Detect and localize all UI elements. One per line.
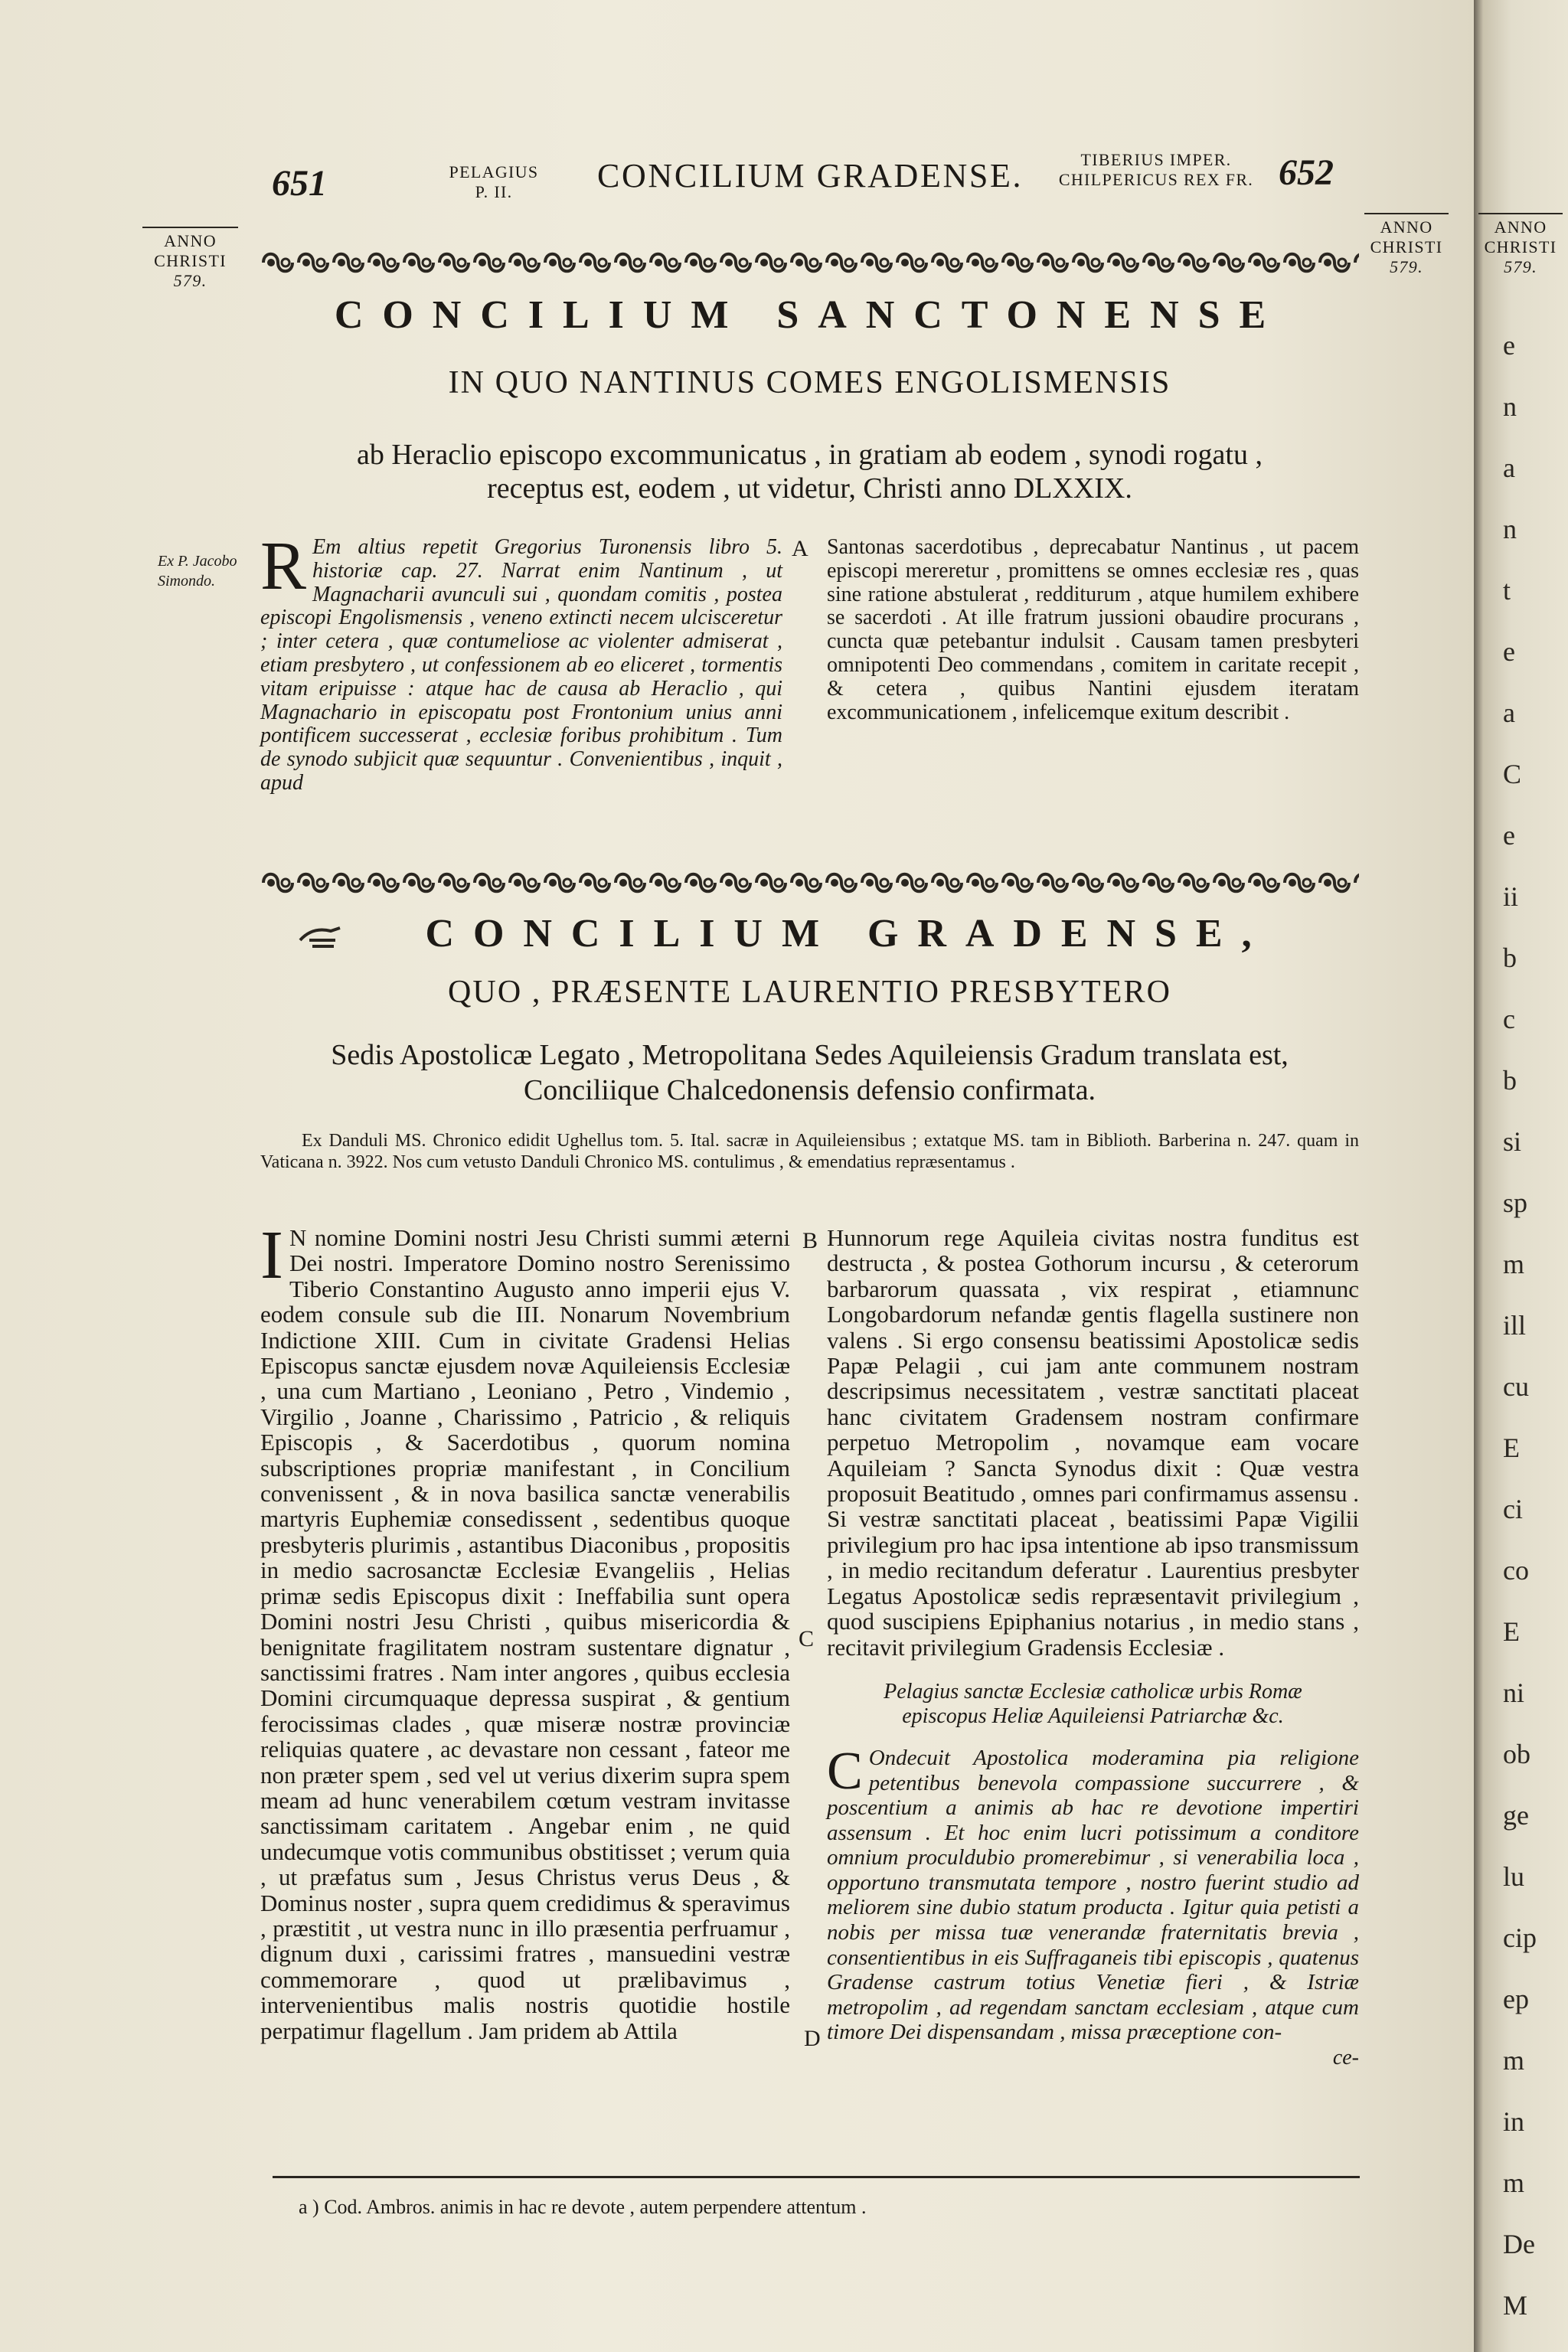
- facing-page-fragment: M: [1503, 2290, 1528, 2321]
- running-title: CONCILIUM GRADENSE.: [597, 157, 1024, 194]
- facing-page-fragment: ci: [1503, 1494, 1523, 1524]
- facing-page-fragment: b: [1503, 942, 1517, 973]
- letter-body: [827, 1741, 1359, 2045]
- facing-page-fragment: in: [1503, 2106, 1525, 2137]
- letter-heading: Pelagius sanctæ Ecclesiæ catholicæ urbis Romæ episcopus Heliæ Aquileiensi Patriarchæ &c.: [884, 1679, 1302, 1728]
- facing-page-fragment: ni: [1503, 1677, 1525, 1708]
- source-note: Ex P. Jacobo Simondo.: [158, 553, 237, 590]
- facing-page-fragment: c: [1503, 1004, 1515, 1034]
- council2-subtitle: QUO , PRÆSENTE LAURENTIO PRESBYTERO: [447, 975, 1172, 1010]
- facing-page-fragment: a: [1503, 452, 1515, 483]
- footnote: a ) Cod. Ambros. animis in hac re devote , autem perpendere attentum .: [299, 2196, 867, 2218]
- section-marker-a: A: [792, 536, 808, 561]
- section-marker-b: B: [802, 1228, 818, 1253]
- ruler-king: CHILPERICUS REX FR.: [1058, 170, 1254, 189]
- year-box-christi: CHRISTI: [154, 251, 227, 270]
- council2-column-right: [827, 1225, 1359, 2070]
- year-box-right-year: 579.: [1390, 257, 1423, 276]
- year-box-year: 579.: [173, 271, 207, 290]
- council1-right-text: Santonas sacerdotibus , deprecabatur Nantinus , ut pacem episcopi mereretur , promittens se omnes ecclesiæ res , quas sine ratione abstulerat , redditurum , atque humilem exhibere se sacerdoti . At ille fratrum jussioni obaudire procurans , cuncta quæ petebantur indulsit . Causam tamen presbyteri omnipotenti Deo commendans , comitem in caritate recepit , & cetera , quibus Nantini ejusdem iteratam excommunicationem , infelicemque exitum describit .: [827, 535, 1359, 724]
- footnote-rule: [273, 2176, 1360, 2178]
- facing-page-fragment: n: [1503, 391, 1517, 422]
- section-marker-d: D: [804, 2026, 821, 2051]
- facing-page-fragment: E: [1503, 1432, 1520, 1463]
- manicule-icon: [297, 917, 343, 954]
- facing-page-fragment: ge: [1503, 1800, 1529, 1831]
- dropcap-c: C: [827, 1741, 863, 1801]
- pontiff-name: PELAGIUS: [449, 162, 539, 181]
- facing-year-box-christi: CHRISTI: [1484, 237, 1557, 256]
- facing-page-fragment: lu: [1503, 1861, 1525, 1892]
- section-marker-c: C: [799, 1626, 815, 1651]
- facing-page-fragment: C: [1503, 759, 1522, 789]
- council2-description-line2: Conciliique Chalcedonensis defensio confirmata.: [523, 1074, 1096, 1106]
- year-box: [142, 227, 238, 291]
- facing-year-box: [1478, 213, 1563, 277]
- rulers-heading: [1057, 150, 1256, 190]
- catchword: ce-: [1332, 2046, 1359, 2070]
- facing-page-fragment: t: [1503, 575, 1511, 606]
- council1-title: CONCILIUM SANCTONENSE: [334, 293, 1285, 337]
- facing-page-edge: [1474, 0, 1568, 2352]
- facing-page-fragment: ep: [1503, 1984, 1529, 2014]
- year-box-right-christi: CHRISTI: [1370, 237, 1443, 256]
- letter-body-text: Ondecuit Apostolica moderamina pia religione petentibus benevola compassione succurrere , & poscentium a animis ab hac re devotione impertiri assensum . Et hoc enim lucri potissimum a conditore omnium proculdubio promerebimur , si venerabilia loca , opportuno transmutata tempore , nostro fuerint studio ad meliorem sine dubio statum producta . Igitur quia petisti a nobis per missa tuæ venerandæ fraternitatis brevia , consentientibus in eis Suffraganeis tibi episcopis , quatenus Gradense castrum totius Venetiæ fieri , & Istriæ metropolim , ad regendam sanctam ecclesiam , atque cum timore Dei dispensandam , missa præceptione con-: [827, 1745, 1359, 2045]
- council1-column-left: [260, 528, 782, 795]
- facing-page-fragment: co: [1503, 1555, 1529, 1586]
- year-box-right-anno: ANNO: [1380, 217, 1433, 237]
- ornamental-border-middle: [260, 867, 1359, 899]
- facing-page-fragment: sp: [1503, 1187, 1528, 1218]
- facing-year-box-year: 579.: [1504, 257, 1537, 276]
- facing-page-fragment: De: [1503, 2229, 1535, 2259]
- facing-page-fragment: cip: [1503, 1922, 1537, 1953]
- pontiff-heading: [448, 162, 540, 202]
- facing-year-box-anno: ANNO: [1494, 217, 1547, 237]
- council2-source: Ex Danduli MS. Chronico edidit Ughellus tom. 5. Ital. sacræ in Aquileiensibus ; extatque MS. tam in Biblioth. Barberina n. 247. quam in Vaticana n. 3922. Nos cum vetusto Danduli Chronico MS. contulimus , & emendatius repræsentamus .: [260, 1131, 1359, 1172]
- council1-left-text: Em altius repetit Gregorius Turonensis libro 5. historiæ cap. 27. Narrat enim Nantinum , ut Magnacharii avunculi sui , quondam comitis , postea episcopi Engolismensis , veneno extincti necem ulcisceretur ; inter cetera , quæ contumeliose ac violenter admiserat , etiam presbytero , ut confessionem ab eo eliceret , tormentis vitam eripuisse : atque hac de causa ab Heraclio , qui Magnachario in episcopatu post Frontonium unius anni pontificem successerat , ecclesiæ foribus prohibitum . Tum de synodo subjicit quæ sequuntur . Convenientibus , inquit , apud: [260, 535, 782, 795]
- facing-page-fragment: m: [1503, 2045, 1525, 2076]
- facing-page-fragment: n: [1503, 514, 1517, 544]
- council1-description-line1: ab Heraclio episcopo excommunicatus , in gratiam ab eodem , synodi rogatu ,: [357, 439, 1263, 471]
- facing-page-fragment: b: [1503, 1065, 1517, 1096]
- council2-description-line1: Sedis Apostolicæ Legato , Metropolitana Sedes Aquileiensis Gradum translata est,: [331, 1039, 1289, 1071]
- facing-page-fragment: e: [1503, 820, 1515, 851]
- facing-page-fragment: cu: [1503, 1371, 1529, 1402]
- page-number-left: 651: [272, 163, 327, 204]
- year-box-anno: ANNO: [164, 231, 217, 250]
- facing-page-fragment: E: [1503, 1616, 1520, 1647]
- page-number-right: 652: [1279, 152, 1334, 193]
- pontiff-number: P. II.: [475, 182, 513, 201]
- council2-title: CONCILIUM GRADENSE,: [425, 912, 1271, 956]
- council1-description-line2: receptus est, eodem , ut videtur, Christi anno DLXXIX.: [487, 472, 1132, 505]
- facing-page-fragment: m: [1503, 1249, 1525, 1279]
- facing-page-fragment: a: [1503, 697, 1515, 728]
- facing-page-fragment: m: [1503, 2167, 1525, 2198]
- facing-page-fragment: e: [1503, 636, 1515, 667]
- dropcap-i: I: [260, 1217, 283, 1293]
- council2-left-text: N nomine Domini nostri Jesu Christi summi æterni Dei nostri. Imperatore Domino nostro Serenissimo Tiberio Constantino Augusto anno imperii ejus V. eodem consule sub die III. Nonarum Novembrium Indictione XIII. Cum in civitate Gradensi Helias Episcopus sanctæ ejusdem novæ Aquileiensis Ecclesiæ , una cum Martiano , Leoniano , Petro , Vindemio , Virgilio , Joanne , Charissimo , Patricio , & reliquis Episcopis , & Sacerdotibus , quorum nomina subscriptiones propriæ manifestant , in Concilium convenissent , & in nova basilica sanctæ venerabilis martyris Euphemiæ consedissent , sedentibus quoque presbyteris plurimis , astantibus Diaconibus , propositis in medio sacrosanctæ Ecclesiæ Evangeliis , Helias primæ sedis Episcopus dixit : Ineffabilia sunt opera Domini nostri Jesu Christi , quibus misericordia & benignitate fragilitatem nostram sustentare dignatur , sanctissimi fratres . Nam inter angores , quibus ecclesia Domini circumquaque depressa suspirat , & gentium ferocissimas clades , quæ miseræ nostræ provinciæ reliquias quatere , ac devastare non cessant , fateor me non præter spem , sed vel ut verius dixerim supra spem meam ad hunc venerabilem cœtum vestram invitasse sanctissimam caritatem . Angebar enim , ne quid undecumque votis communibus obstitisset ; verum quia , ut præfatus sum , Jesus Christus verus Deus , & Dominus noster , supra quem credidimus & speravimus , præstitit , ut vestra nunc in illo præsentia perfruamur , dignum duxi , carissimi fratres , mansuedini vestræ commemorare , quod ut prælibavimus , intervenientibus malis nostris quotidie hostile perpatimur flagellum . Jam pridem ab Attila: [260, 1224, 790, 2044]
- ornamental-border-top: [260, 247, 1359, 279]
- facing-page-fragment: si: [1503, 1126, 1522, 1157]
- facing-page-fragment: e: [1503, 330, 1515, 361]
- council1-subtitle: IN QUO NANTINUS COMES ENGOLISMENSIS: [448, 365, 1171, 400]
- dropcap-r: R: [260, 528, 307, 604]
- council2-right-text: Hunnorum rege Aquileia civitas nostra funditus est destructa , & postea Gothorum incursu , & ceterorum barbarorum quassata , vix respirat , etiamnunc Longobardorum nefandæ gentis flagella sustinere non valens . Si ergo consensu beatissimi Apostolicæ sedis Papæ Pelagii , cui jam ante communem nostram descripsimus necessitatem , vestræ sanctitati placeat hanc civitatem Gradensem nostram confirmare perpetuo Metropolim , novamque eam vocare Aquileiam ? Sancta Synodus dixit : Quæ vestra proposuit Beatitudo , omnes pari confirmamus assensu . Si vestræ sanctitati placeat , beatissimi Papæ Vigilii privilegium pro hac ipsa intentione ab ipso transmissum , in medio recitandum deferatur . Laurentius presbyter Legatus Apostolicæ sedis repræsentavit privilegium , quod suscipiens Epiphanius notarius , in medio stans , recitavit privilegium Gradensis Ecclesiæ .: [827, 1224, 1359, 1661]
- year-box-right: [1364, 213, 1449, 277]
- council1-column-right: [827, 536, 1359, 724]
- ruler-emperor: TIBERIUS IMPER.: [1080, 150, 1232, 169]
- council2-column-left: [260, 1217, 790, 2044]
- facing-page-fragment: ill: [1503, 1310, 1527, 1341]
- facing-page-fragment: ob: [1503, 1739, 1530, 1769]
- facing-page-fragment: ii: [1503, 881, 1519, 912]
